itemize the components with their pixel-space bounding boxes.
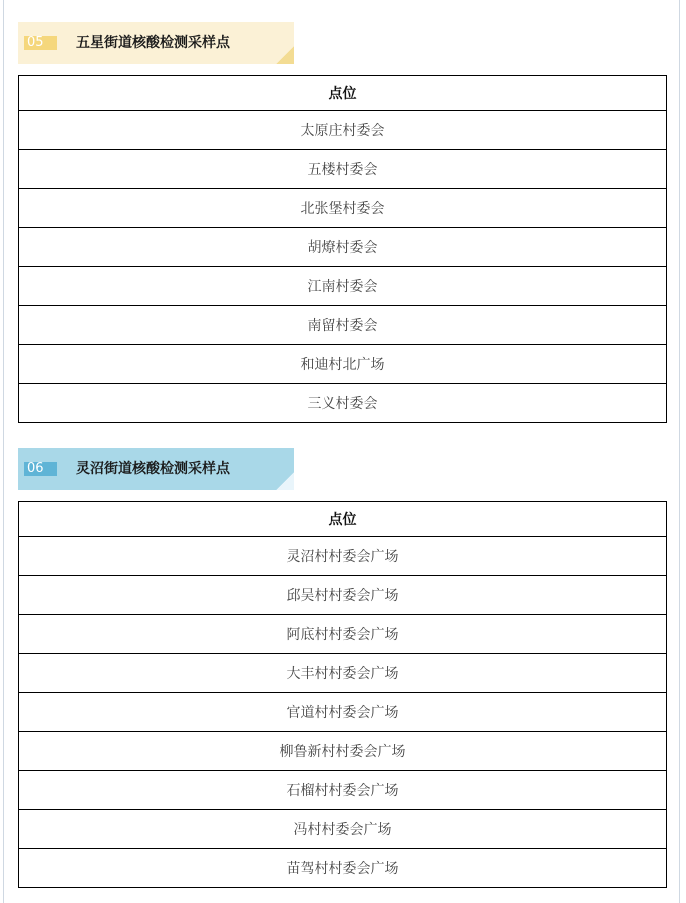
column-header: 点位 [19, 502, 667, 537]
corner-fold-decoration [276, 472, 294, 490]
section-header-05 [18, 22, 294, 64]
table-row [19, 384, 667, 423]
table-row [19, 228, 667, 267]
table-row [19, 771, 667, 810]
table-row [19, 849, 667, 888]
table-row [19, 189, 667, 228]
site-cell: 胡燎村委会 [19, 228, 667, 267]
site-cell: 邱吴村村委会广场 [19, 576, 667, 615]
table-row [19, 111, 667, 150]
site-cell: 灵沼村村委会广场 [19, 537, 667, 576]
table-row [19, 345, 667, 384]
table-row [19, 654, 667, 693]
table-row [19, 810, 667, 849]
section-title: 灵沼街道核酸检测采样点 [76, 461, 230, 477]
site-cell: 苗驾村村委会广场 [19, 849, 667, 888]
site-cell: 和迪村北广场 [19, 345, 667, 384]
table-row [19, 150, 667, 189]
section-header-06 [18, 448, 294, 490]
site-cell: 五楼村委会 [19, 150, 667, 189]
site-cell: 阿底村村委会广场 [19, 615, 667, 654]
corner-fold-decoration [276, 46, 294, 64]
site-cell: 江南村委会 [19, 267, 667, 306]
site-cell: 太原庄村委会 [19, 111, 667, 150]
sampling-sites-table-06 [18, 501, 667, 888]
site-cell: 三义村委会 [19, 384, 667, 423]
table-row [19, 306, 667, 345]
table-header-row [19, 502, 667, 537]
table-row [19, 537, 667, 576]
sampling-sites-table-05 [18, 75, 667, 423]
table-row [19, 615, 667, 654]
column-header: 点位 [19, 76, 667, 111]
site-cell: 石榴村村委会广场 [19, 771, 667, 810]
section-title: 五星街道核酸检测采样点 [76, 35, 230, 51]
section-number: 05 [24, 36, 57, 50]
site-cell: 冯村村委会广场 [19, 810, 667, 849]
table-row [19, 576, 667, 615]
table-row [19, 267, 667, 306]
table-header-row [19, 76, 667, 111]
site-cell: 大丰村村委会广场 [19, 654, 667, 693]
site-cell: 官道村村委会广场 [19, 693, 667, 732]
site-cell: 北张堡村委会 [19, 189, 667, 228]
site-cell: 柳鲁新村村委会广场 [19, 732, 667, 771]
table-row [19, 732, 667, 771]
section-number: 06 [24, 462, 57, 476]
table-row [19, 693, 667, 732]
site-cell: 南留村委会 [19, 306, 667, 345]
